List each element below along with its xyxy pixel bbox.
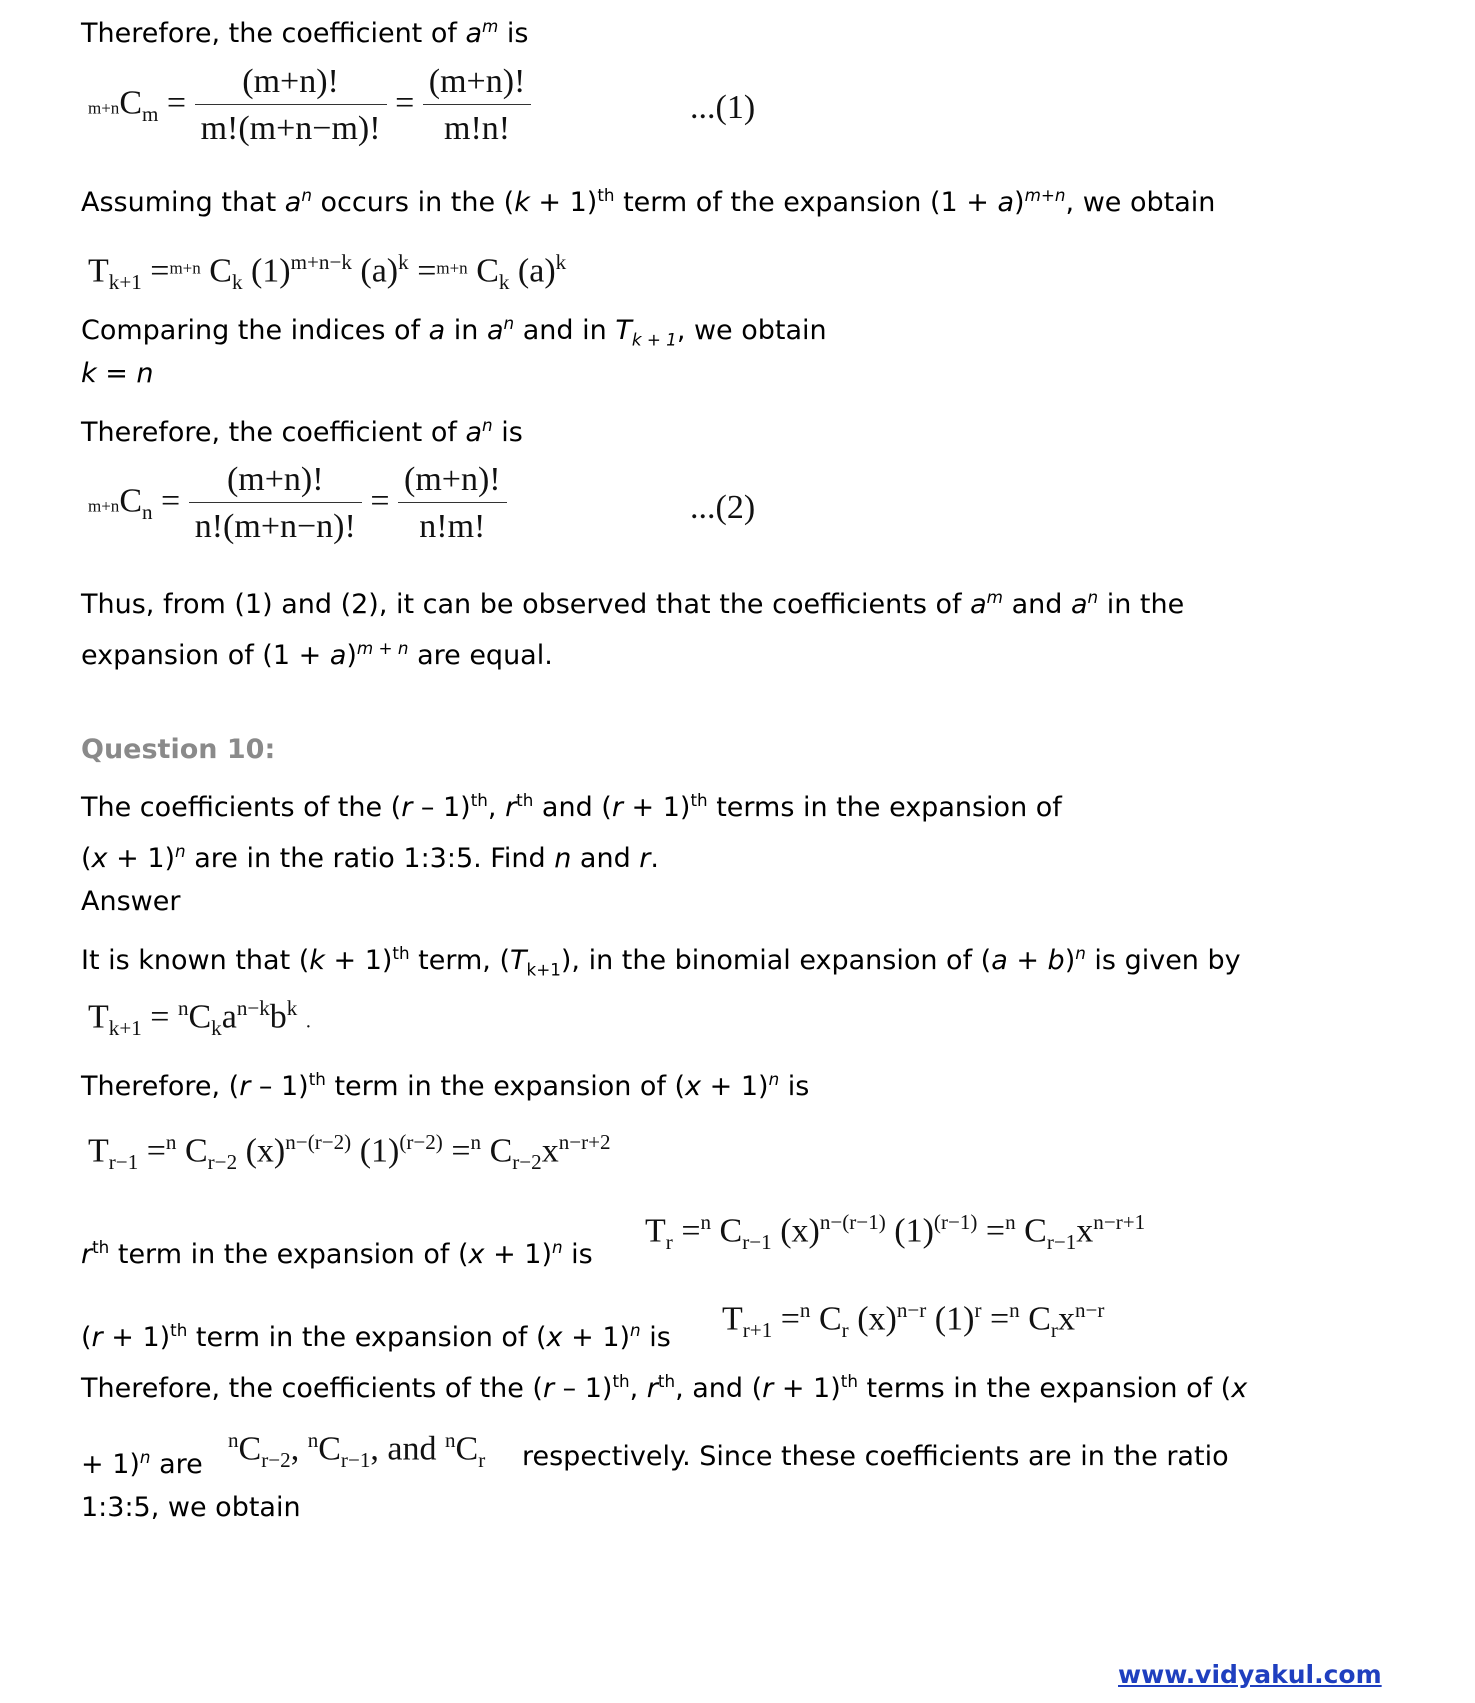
text-line: $(x + 1)^n$ are in the ratio 1:3:5. Find n and r.	[81, 841, 659, 874]
text: m	[482, 16, 499, 36]
text-line	[81, 9, 528, 51]
text-line: Therefore, the coefficients of the (r – 1)$^{th}$, $r^{th}$, and $(r + 1)^{th}$ terms in the expansion of (x	[81, 1371, 1248, 1404]
text: is	[498, 18, 529, 49]
text: Therefore, the coefficient of	[81, 18, 466, 49]
text-line: respectively. Since these coefficients are in the ratio	[522, 1441, 1229, 1472]
equation-term-r: $T_r =^n$ $C_{r-1}$ $(x)^{n-(r-1)}$ $(1)^{(r-1)} =^n$ $C_{r-1}x^{n-r+1}$	[645, 1210, 1146, 1255]
equation-2: $m+nC_n$ = $\frac{(m+n)!}{n!(m+n-n)!}$ = $\frac{(m+n)!}{n!m!}$	[88, 460, 507, 547]
equation-tag: ...(1)	[690, 89, 756, 126]
text-line: Thus, from (1) and (2), it can be observed that the coefficients of $a^m$ and $a^n$ in the	[81, 587, 1185, 620]
text-line: k = n	[81, 358, 154, 389]
equation-term-r-plus-1: $T_{r+1} =^n$ $C_r$ $(x)^{n-r}$ $(1)^r =^n$ $C_rx^{n-r}$	[722, 1298, 1105, 1343]
equation-coefficients: $^nC_{r-2}$, $^nC_{r-1}$, and $^nC_r$	[228, 1428, 486, 1473]
equation-1: $m+nC_m$ = $\frac{(m+n)!}{m!(m+n-m)!}$ = $\frac{(m+n)!}{m!n!}$	[88, 62, 531, 149]
text-line: Assuming that $a^n$ occurs in the $(k + 1)^{th}$ term of the expansion $(1 + a)^{m+n}$, we obtain	[81, 185, 1216, 218]
answer-label: Answer	[81, 886, 181, 917]
text-line: It is known that $(k + 1)^{th}$ term, $(T_{k+1})$, in the binomial expansion of $(a + b)^n$ is given by	[81, 943, 1241, 980]
footer-website-link[interactable]: www.vidyakul.com	[1118, 1660, 1382, 1689]
equation-tag: ...(2)	[690, 489, 756, 526]
text-line: $(r + 1)^{th}$ term in the expansion of $(x + 1)^n$ is	[81, 1320, 671, 1353]
equation-general-term: $T_{k+1} =^{m+n}$ $C_k$ $(1)^{m+n-k}$ $(a)^k =^{m+n}$ $C_k$ $(a)^k$	[88, 250, 567, 295]
text-line: Comparing the indices of a in $a^n$ and in $T_{k + 1}$, we obtain	[81, 313, 827, 350]
text-line: Therefore, (r – 1)$^{th}$ term in the expansion of $(x + 1)^n$ is	[81, 1069, 810, 1102]
equation-binomial-term: $T_{k+1} = ^nC_ka^{n-k}b^k$ .	[88, 996, 311, 1041]
text-line: expansion of $(1 + a)^{m + n}$ are equal.	[81, 638, 553, 671]
text-line: Therefore, the coefficient of $a^n$ is	[81, 415, 523, 448]
text: a	[465, 18, 483, 49]
question-heading: Question 10:	[81, 734, 276, 765]
text-line: + 1)$^n$ are	[81, 1447, 203, 1480]
text-line: 1:3:5, we obtain	[81, 1492, 301, 1523]
text-line: $r^{th}$ term in the expansion of $(x + 1)^n$ is	[81, 1237, 593, 1270]
text-line: The coefficients of the (r – 1)$^{th}$, $r^{th}$ and $(r + 1)^{th}$ terms in the expansion of	[81, 790, 1062, 823]
equation-term-r-minus-1: $T_{r-1} =^n$ $C_{r-2}$ $(x)^{n-(r-2)}$ $(1)^{(r-2)} =^n$ $C_{r-2}x^{n-r+2}$	[88, 1130, 611, 1175]
